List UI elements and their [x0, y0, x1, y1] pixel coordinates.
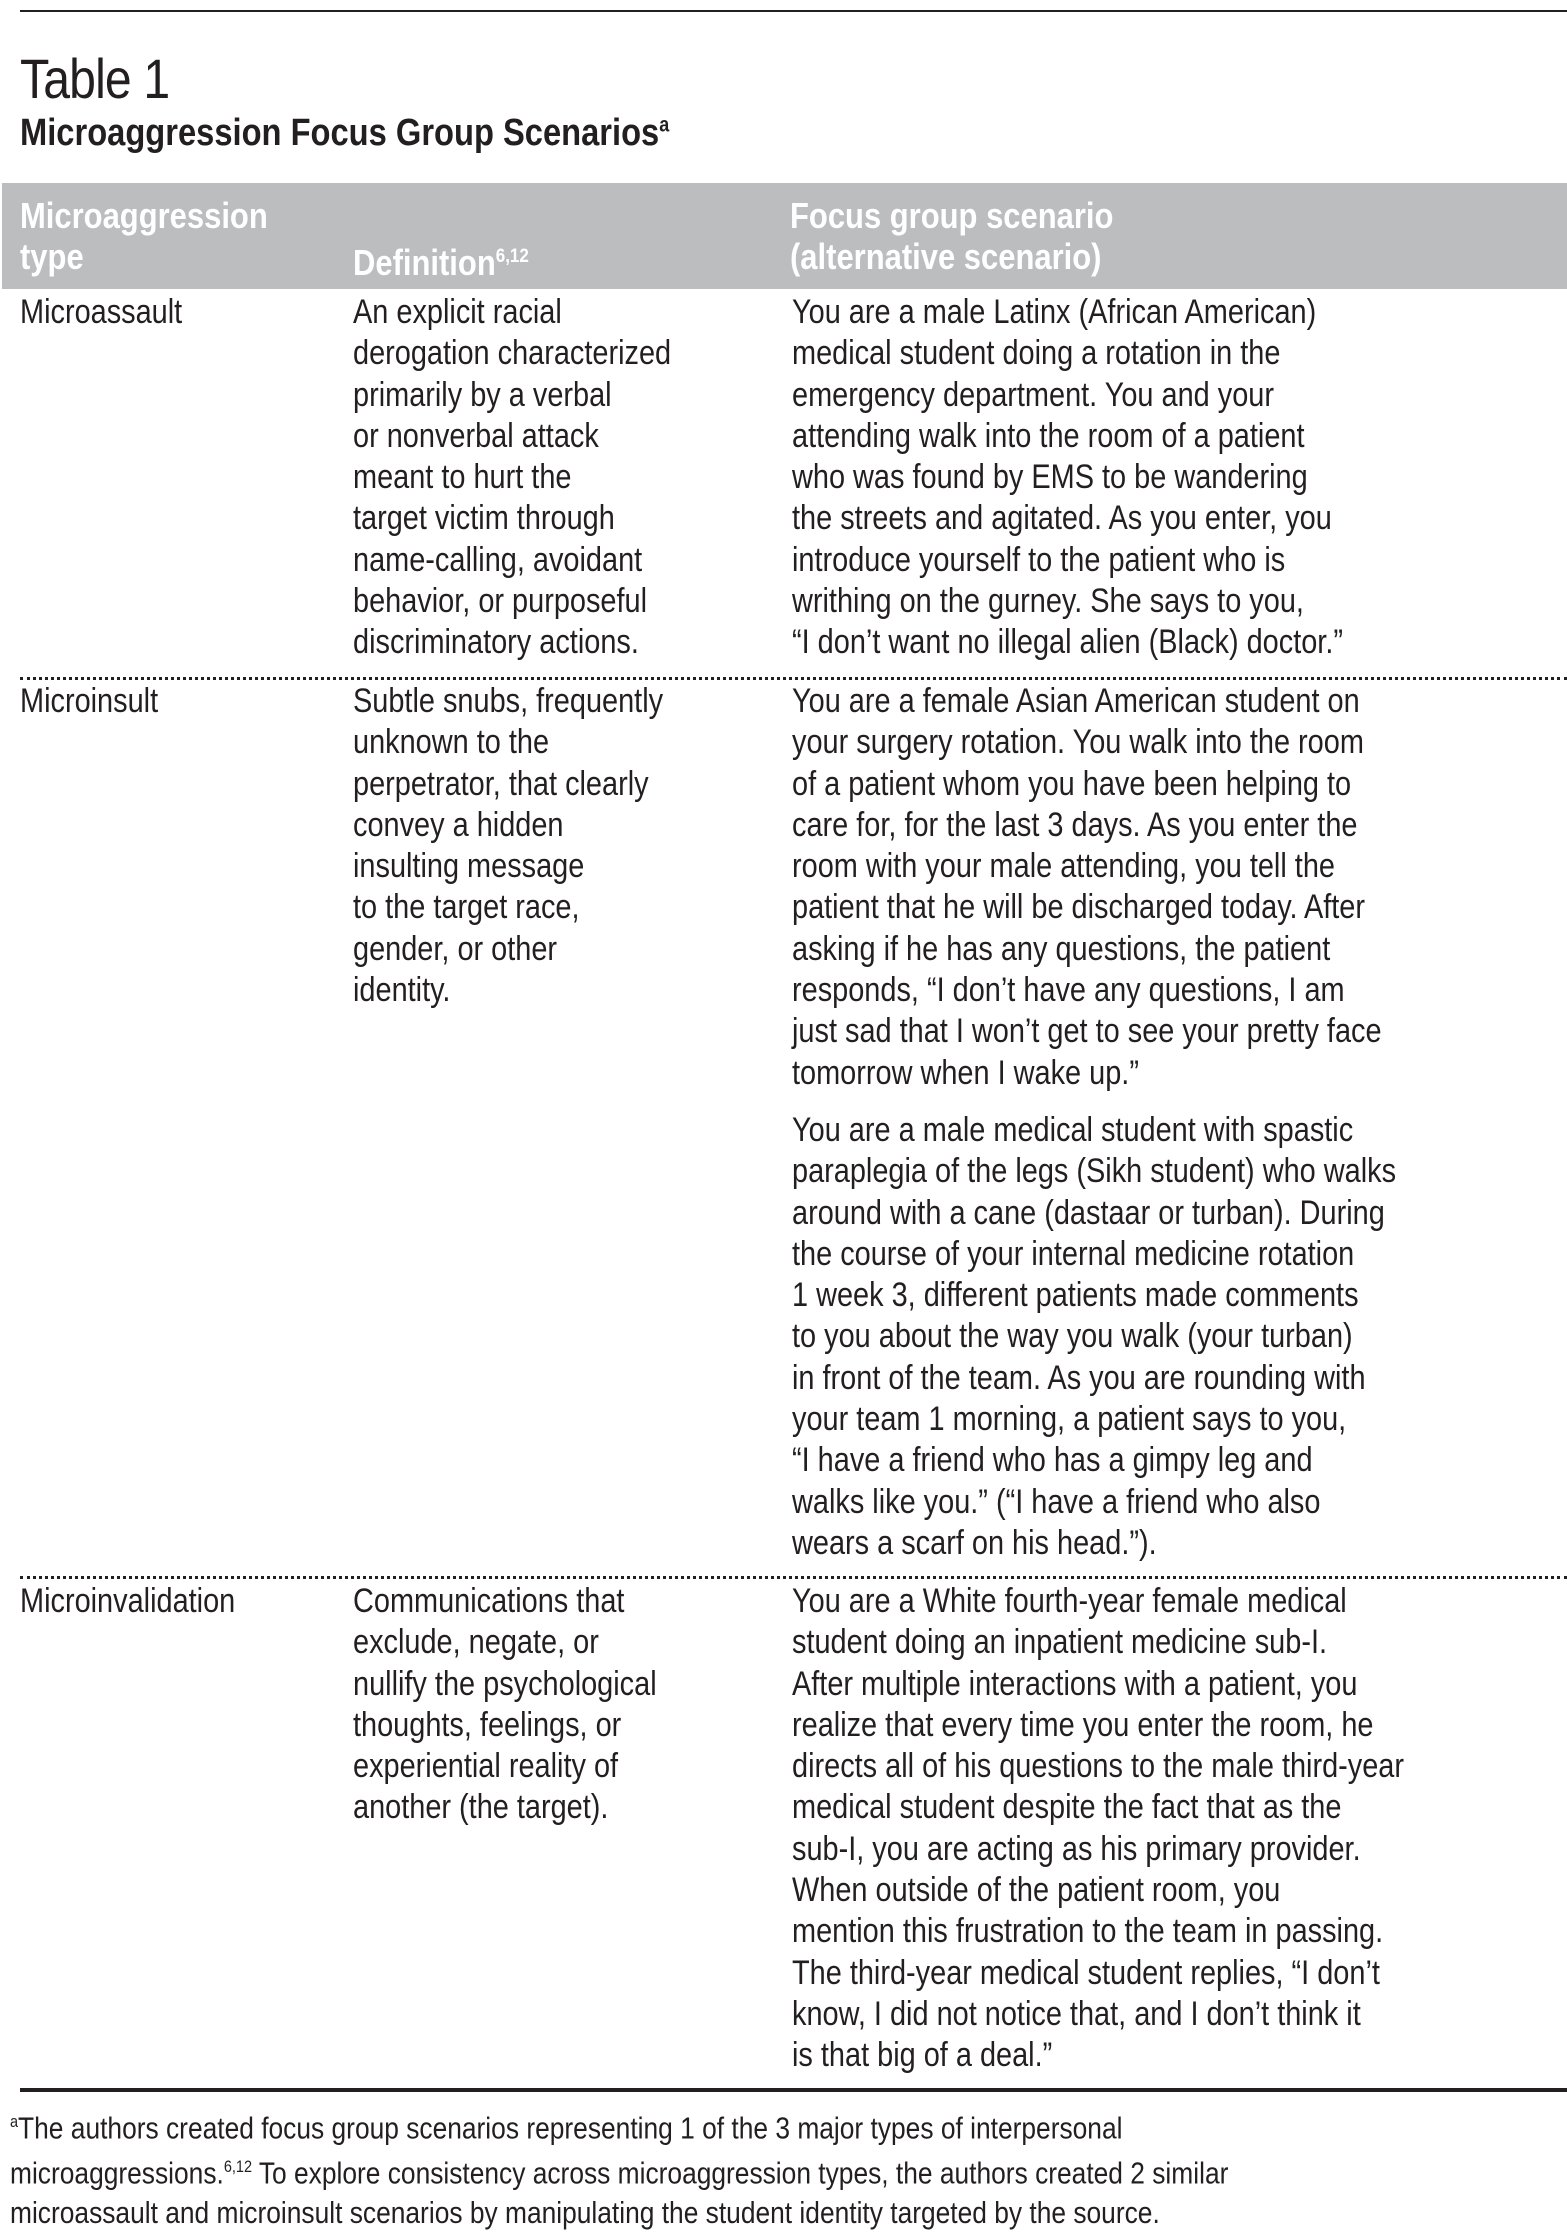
- row-scenario: You are a female Asian American student on your surgery rotation. You walk into the room of a patient whom you have been helping to care for, for the last 3 days. As you enter the room with your male attending, you tell the patient that he will be discharged today. After asking if he has any questions, the patient responds, “I don’t have any questions, I am just sad that I won’t get to see your pretty face tomorrow when I wake up.”: [792, 682, 1382, 1092]
- row-definition: An explicit racial derogation characterized primarily by a verbal or nonverbal attack meant to hurt the target victim through name-calling, avoidant behavior, or purposeful discriminatory actions.: [353, 293, 672, 662]
- footnote-text: The authors created focus group scenarios representing 1 of the 3 major types of interpersonal microaggressions.: [10, 2110, 1123, 2191]
- table-number: Table 1: [20, 47, 170, 110]
- footnote-marker: a: [659, 113, 670, 137]
- row-divider: [20, 1576, 1567, 1579]
- header-scenario: Focus group scenario (alternative scenario): [790, 195, 1114, 277]
- row-scenario-alt: You are a male medical student with spastic paraplegia of the legs (Sikh student) who walks around with a cane (dastaar or turban). During the course of your internal medicine rotation 1 week 3, different patients made comments to you about the way you walk (your turban) in front of the team. As you are rounding with your team 1 morning, a patient says to you, “I have a friend who has a gimpy leg and walks like you.” (“I have a friend who also wears a scarf on his head.”).: [792, 1111, 1397, 1562]
- row-type: Microinvalidation: [20, 1582, 236, 1620]
- footnote-marker: a: [10, 2112, 19, 2131]
- row-scenario: You are a male Latinx (African American) medical student doing a rotation in the emergency department. You and your attending walk into the room of a patient who was found by EMS to be wandering the streets and agitated. As you enter, you introduce yourself to the patient who is writhing on the gurney. She says to you, “I don’t want no illegal alien (Black) doctor.”: [792, 293, 1343, 662]
- header-definition-refs: 6,12: [495, 245, 529, 267]
- row-scenario: You are a White fourth-year female medical student doing an inpatient medicine sub-I. After multiple interactions with a patient, you realize that every time you enter the room, he directs all of his questions to the male third-year medical student despite the fact that as the sub-I, you are acting as his primary provider. When outside of the patient room, you mention this frustration to the team in passing. The third-year medical student replies, “I don’t know, I did not notice that, and I don’t think it is that big of a deal.”: [792, 1582, 1405, 2075]
- top-rule: [20, 10, 1567, 12]
- row-type: Microinsult: [20, 682, 159, 720]
- bottom-rule: [20, 2088, 1567, 2092]
- header-type: Microaggression type: [20, 195, 268, 277]
- table-footnote: [10, 2102, 1228, 2232]
- footnote-text-cont: To explore consistency across microaggression types, the authors created 2 similar microassault and microinsult scenarios by manipulating the student identity targeted by the source.: [10, 2155, 1229, 2230]
- header-definition-text: Definition: [353, 242, 496, 283]
- row-type: Microassault: [20, 293, 183, 331]
- row-definition: Communications that exclude, negate, or nullify the psychological thoughts, feelings, or experiential reality of another (the target).: [353, 1582, 657, 1827]
- table-title-text: Microaggression Focus Group Scenarios: [20, 112, 660, 154]
- footnote-refs: 6,12: [223, 2157, 252, 2177]
- header-definition: [353, 236, 529, 283]
- row-divider: [20, 677, 1567, 680]
- table-title: [20, 112, 669, 155]
- row-definition: Subtle snubs, frequently unknown to the perpetrator, that clearly convey a hidden insulting message to the target race, gender, or other identity.: [353, 682, 664, 1010]
